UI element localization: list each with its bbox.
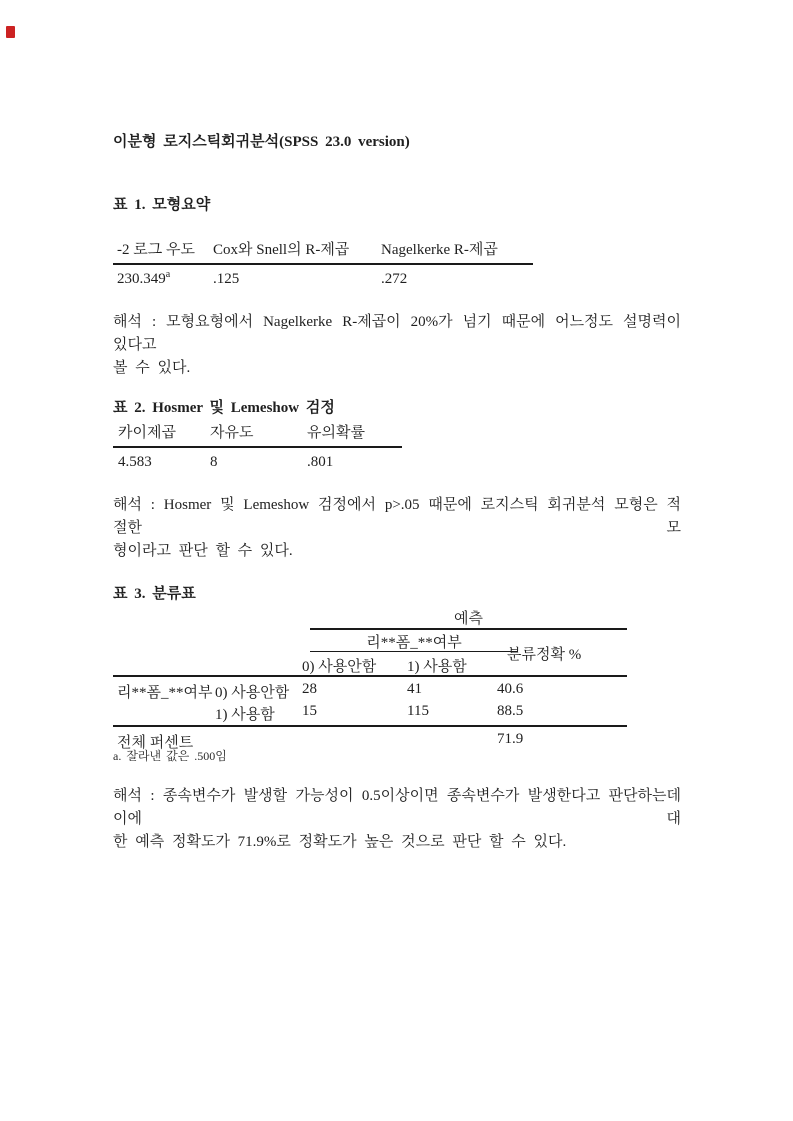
column-header-sig: 유의확률 [307,425,365,441]
model-summary-table [113,238,533,288]
table2-header-row [113,421,402,448]
column-header-loglikelihood: -2 로그 우도 [117,242,195,258]
table1-data-row [113,265,533,288]
cell-total-accuracy: 71.9 [497,731,524,747]
column-header-df: 자유도 [210,425,254,441]
cell-accuracy: 88.5 [497,703,524,719]
column-header-chisquare: 카이제곱 [118,425,176,441]
page-title: 이분형 로지스틱회귀분석(SPSS 23.0 version) [113,134,410,150]
table2-interpretation [113,494,681,563]
cell-df: 8 [210,454,218,470]
cell-count: 15 [302,703,317,719]
cell-loglikelihood: 230.349$^a$ [117,269,171,287]
column-header-accuracy: 분류정확 % [507,647,582,663]
column-header-not-used: 0) 사용안함 [302,659,377,675]
table3-heading: 표 3. 분류표 [113,586,196,602]
cell-count: 115 [407,703,429,719]
cell-count: 41 [407,681,422,697]
interpretation-line: 해석 : Hosmer 및 Lemeshow 검정에서 p>.05 때문에 로지스틱 회귀분석 모형은 적절한 모 [113,497,681,536]
table3-interpretation [113,785,681,854]
span-header-variable: 리**폼_**여부 [366,635,462,651]
row-sublabel-not-used: 0) 사용안함 [215,685,290,701]
cell-count: 28 [302,681,317,697]
footnote-marker: a [165,269,171,280]
red-bookmark-marker [6,26,15,38]
table2-heading: 표 2. Hosmer 및 Lemeshow 검정 [113,400,335,416]
cell-chisquare: 4.583 [118,454,152,470]
column-header-used: 1) 사용함 [407,659,467,675]
interpretation-line: 한 예측 정확도가 71.9%로 정확도가 높은 것으로 판단 할 수 있다. [113,834,567,850]
cell-nagelkerke: .272 [381,271,408,287]
total-label: 전체 퍼센트 [117,735,194,751]
interpretation-line: 해석 : 모형요형에서 Nagelkerke R-제곱이 20%가 넘기 때문에 어느정도 설명력이 있다고 [113,314,681,353]
interpretation-line: 해석 : 종속변수가 발생할 가능성이 0.5이상이면 종속변수가 발생한다고 판단하는데 이에 대 [113,788,681,827]
column-header-nagelkerke: Nagelkerke R-제곱 [381,242,498,258]
rule-under-variable [310,651,518,652]
rule-header-bottom [113,675,627,677]
rule-total-top [113,725,627,727]
table1-interpretation [113,311,681,380]
classification-table [113,603,627,751]
cell-accuracy: 40.6 [497,681,524,697]
row-label-variable: 리**폼_**여부 [117,685,213,701]
rule-under-predicted [310,628,627,630]
cell-cox-snell: .125 [213,271,240,287]
interpretation-line: 볼 수 있다. [113,360,191,376]
table1-header-row [113,238,533,265]
interpretation-line: 형이라고 판단 할 수 있다. [113,543,293,559]
cell-sig: .801 [307,454,334,470]
table3-footnote: a. 잘라낸 값은 .500임 [113,749,227,763]
hosmer-lemeshow-table [113,421,402,471]
row-sublabel-used: 1) 사용함 [215,707,275,723]
span-header-predicted: 예측 [454,611,483,627]
table2-data-row [113,448,402,471]
column-header-cox-snell: Cox와 Snell의 R-제곱 [213,242,350,258]
table1-heading: 표 1. 모형요약 [113,197,211,213]
